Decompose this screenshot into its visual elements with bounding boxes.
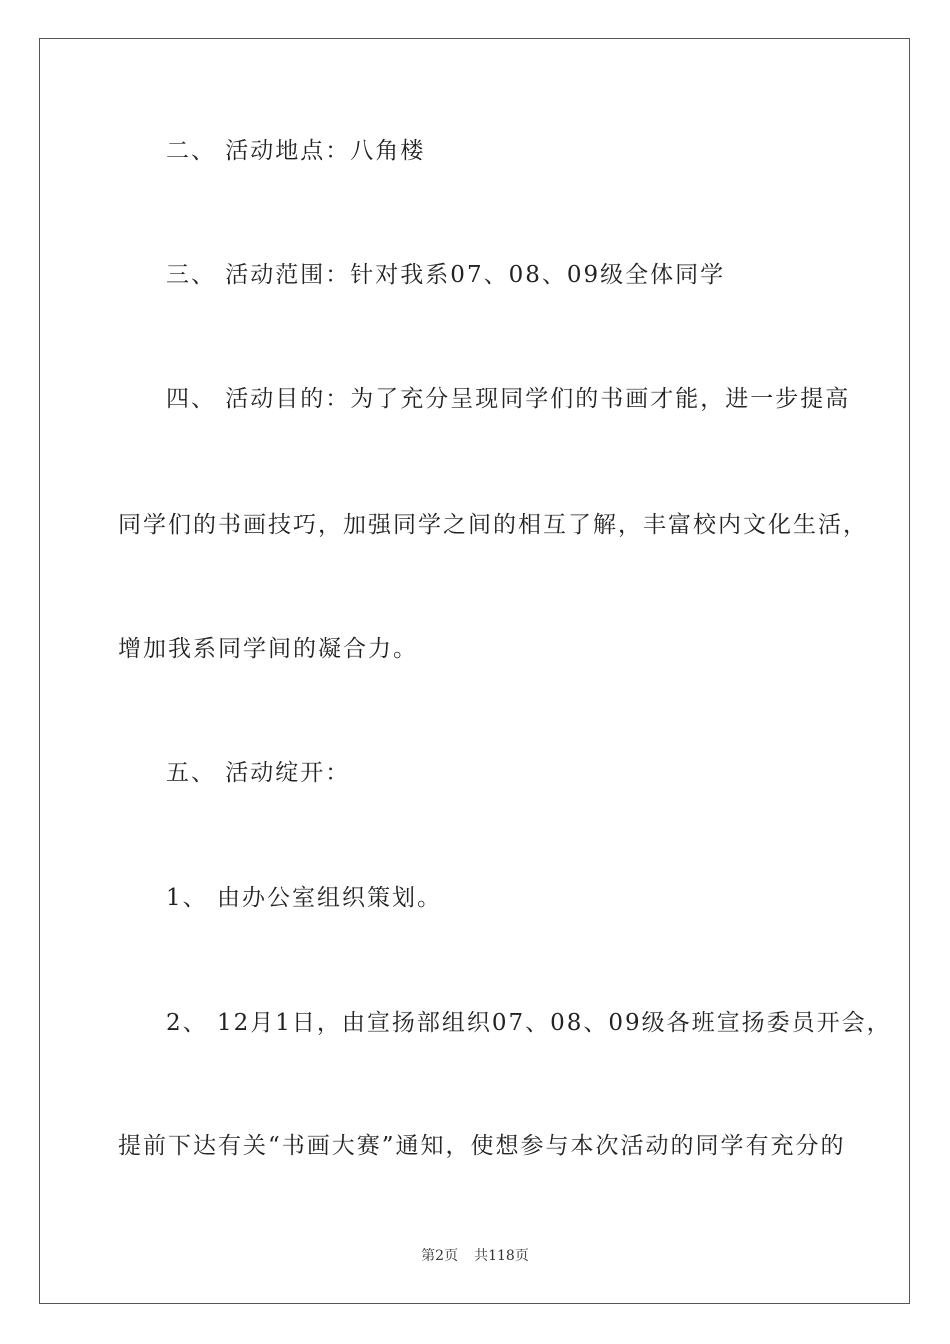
step-1: 1、 由办公室组织策划。: [166, 885, 442, 911]
section-scope: 三、 活动范围：针对我系07、08、09级全体同学: [166, 262, 726, 288]
page-footer: [0, 1247, 950, 1265]
page-number: 第2页: [421, 1248, 459, 1264]
section-location: 二、 活动地点：八角楼: [166, 138, 426, 164]
section-purpose-continued-2: 增加我系同学间的凝合力。: [118, 636, 418, 662]
page-total: 共118页: [474, 1248, 529, 1264]
step-2: 2、 12月1日，由宣扬部组织07、08、09级各班宣扬委员开会，: [166, 1010, 892, 1036]
section-purpose: 四、 活动目的：为了充分呈现同学们的书画才能，进一步提高: [166, 386, 851, 412]
section-implementation: 五、 活动绽开：: [166, 760, 351, 786]
step-2-continued: 提前下达有关“书画大赛”通知，使想参与本次活动的同学有充分的: [118, 1133, 846, 1159]
section-purpose-continued-1: 同学们的书画技巧，加强同学之间的相互了解，丰富校内文化生活，: [118, 512, 868, 538]
page-border: [39, 38, 910, 1304]
